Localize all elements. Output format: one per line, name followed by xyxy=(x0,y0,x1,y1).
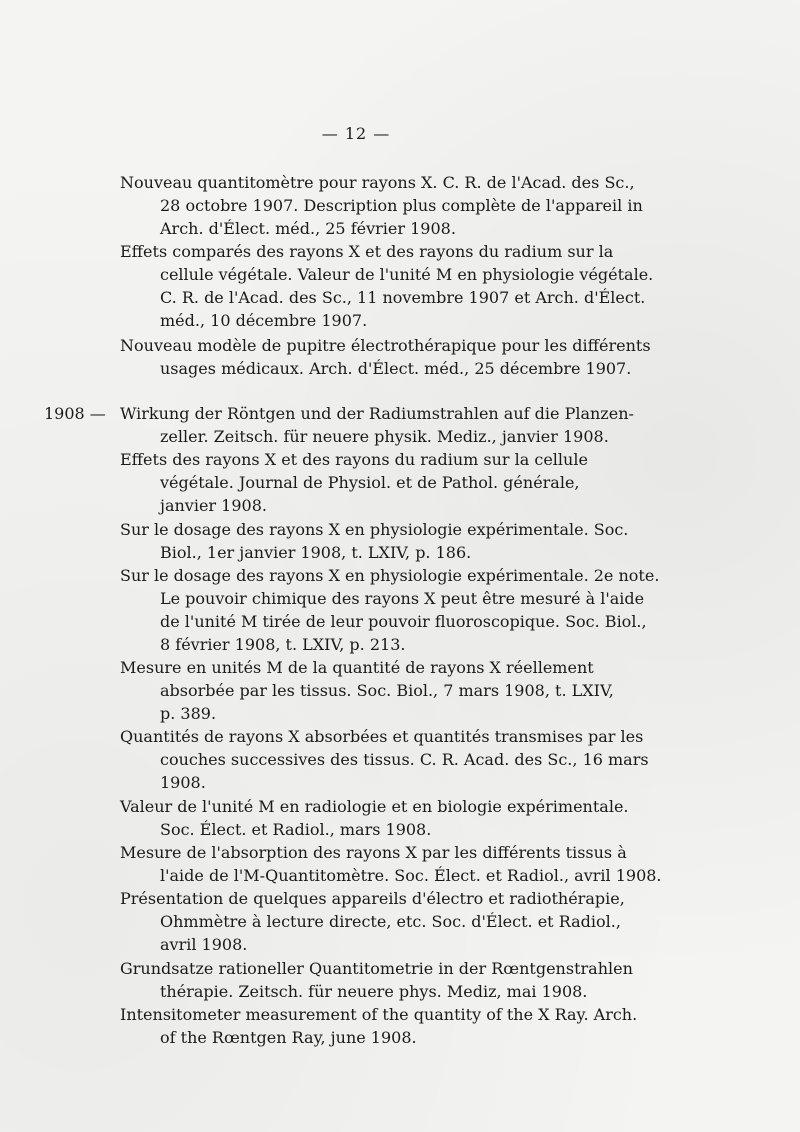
page-number: — 12 — xyxy=(321,124,391,143)
entry-line: Effets des rayons X et des rayons du radium sur la cellule xyxy=(120,450,588,469)
entry-line: méd., 10 décembre 1907. xyxy=(160,311,368,330)
entry-line: Mesure en unités M de la quantité de rayons X réellement xyxy=(120,658,594,677)
bibliography-entry xyxy=(120,448,685,517)
entry-line: 1908. xyxy=(160,773,206,792)
bibliography-entry xyxy=(120,564,685,656)
entry-line: Effets comparés des rayons X et des rayons du radium sur la xyxy=(120,242,614,261)
entry-line: Arch. d'Élect. méd., 25 février 1908. xyxy=(160,219,456,238)
entry-line: de l'unité M tirée de leur pouvoir fluoroscopique. Soc. Biol., xyxy=(160,612,647,631)
entry-line: Nouveau modèle de pupitre électrothérapique pour les différents xyxy=(120,336,651,355)
bibliography-entry xyxy=(120,887,685,956)
entry-line: avril 1908. xyxy=(160,935,248,954)
entry-line: janvier 1908. xyxy=(160,496,267,515)
entry-line: 28 octobre 1907. Description plus complète de l'appareil in xyxy=(160,196,643,215)
entry-line: couches successives des tissus. C. R. Acad. des Sc., 16 mars xyxy=(160,750,649,769)
entry-line: Sur le dosage des rayons X en physiologie expérimentale. 2e note. xyxy=(120,566,660,585)
entry-line: Wirkung der Röntgen und der Radiumstrahlen auf die Planzen- xyxy=(120,404,634,423)
year-marker: 1908 — xyxy=(44,404,106,423)
entry-line: Mesure de l'absorption des rayons X par les différents tissus à xyxy=(120,843,627,862)
entry-line: Ohmmètre à lecture directe, etc. Soc. d'Élect. et Radiol., xyxy=(160,912,621,931)
bibliography-entry xyxy=(120,240,685,332)
entry-line: C. R. de l'Acad. des Sc., 11 novembre 1907 et Arch. d'Élect. xyxy=(160,288,646,307)
entry-line: Quantités de rayons X absorbées et quantités transmises par les xyxy=(120,727,644,746)
bibliography-entry xyxy=(120,841,685,887)
entry-line: végétale. Journal de Physiol. et de Pathol. générale, xyxy=(160,473,580,492)
entry-line: zeller. Zeitsch. für neuere physik. Mediz., janvier 1908. xyxy=(160,427,609,446)
entry-line: 8 février 1908, t. LXIV, p. 213. xyxy=(160,635,406,654)
bibliography-entry xyxy=(120,656,685,725)
entry-line: p. 389. xyxy=(160,704,217,723)
bibliography-entry xyxy=(120,957,685,1003)
bibliography-entry xyxy=(120,1003,685,1049)
bibliography-entry xyxy=(120,171,685,240)
entry-line: cellule végétale. Valeur de l'unité M en physiologie végétale. xyxy=(160,265,654,284)
entry-line: usages médicaux. Arch. d'Élect. méd., 25 décembre 1907. xyxy=(160,359,632,378)
bibliography-entry xyxy=(120,725,685,794)
entry-line: Le pouvoir chimique des rayons X peut être mesuré à l'aide xyxy=(160,589,645,608)
entry-line: Biol., 1er janvier 1908, t. LXIV, p. 186. xyxy=(160,543,472,562)
entry-line: Présentation de quelques appareils d'électro et radiothérapie, xyxy=(120,889,625,908)
entry-line: absorbée par les tissus. Soc. Biol., 7 mars 1908, t. LXIV, xyxy=(160,681,614,700)
bibliography-entry xyxy=(120,518,685,564)
bibliography-entry xyxy=(120,795,685,841)
entry-line: thérapie. Zeitsch. für neuere phys. Mediz, mai 1908. xyxy=(160,982,588,1001)
entry-line: Sur le dosage des rayons X en physiologie expérimentale. Soc. xyxy=(120,520,629,539)
entry-line: Nouveau quantitomètre pour rayons X. C. R. de l'Acad. des Sc., xyxy=(120,173,635,192)
entry-line: Valeur de l'unité M en radiologie et en biologie expérimentale. xyxy=(120,797,629,816)
bibliography-entry xyxy=(120,334,685,380)
entry-line: Soc. Élect. et Radiol., mars 1908. xyxy=(160,820,432,839)
entry-line: of the Rœntgen Ray, june 1908. xyxy=(160,1028,417,1047)
entry-line: Intensitometer measurement of the quantity of the X Ray. Arch. xyxy=(120,1005,638,1024)
entry-line: Grundsatze rationeller Quantitometrie in der Rœntgenstrahlen xyxy=(120,959,633,978)
bibliography-entry xyxy=(120,402,685,448)
entry-line: l'aide de l'M-Quantitomètre. Soc. Élect. et Radiol., avril 1908. xyxy=(160,866,662,885)
